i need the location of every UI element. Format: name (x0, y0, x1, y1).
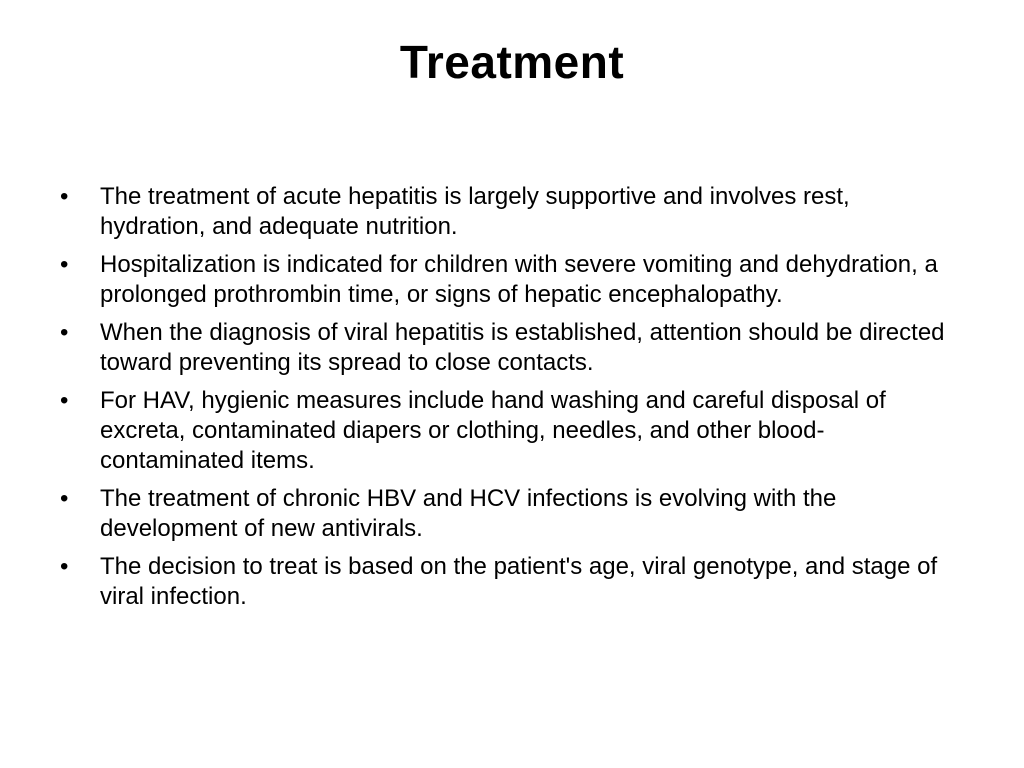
bullet-item (60, 182, 960, 242)
bullet-icon: • (60, 553, 69, 580)
slide-title: Treatment (399, 36, 625, 88)
bullet-item (60, 484, 960, 544)
bullet-text: When the diagnosis of viral hepatitis is established, attention should be directed toward preventing its spread to close contacts. (100, 319, 945, 376)
bullet-icon: • (60, 251, 69, 278)
bullet-icon: • (60, 319, 69, 346)
bullet-item (60, 250, 960, 310)
bullet-item (60, 318, 960, 378)
bullet-icon: • (60, 183, 69, 210)
bullet-list (60, 182, 960, 620)
bullet-item (60, 386, 960, 476)
bullet-text: The decision to treat is based on the patient's age, viral genotype, and stage of viral infection. (100, 553, 938, 610)
bullet-text: For HAV, hygienic measures include hand washing and careful disposal of excreta, contaminated diapers or clothing, needles, and other blood-contaminated items. (100, 387, 886, 474)
bullet-icon: • (60, 387, 69, 414)
bullet-text: The treatment of chronic HBV and HCV infections is evolving with the development of new antivirals. (100, 485, 837, 542)
bullet-text: Hospitalization is indicated for children with severe vomiting and dehydration, a prolonged prothrombin time, or signs of hepatic encephalopathy. (100, 251, 938, 308)
bullet-item (60, 552, 960, 612)
bullet-text: The treatment of acute hepatitis is largely supportive and involves rest, hydration, and adequate nutrition. (100, 183, 850, 240)
bullet-icon: • (60, 485, 69, 512)
